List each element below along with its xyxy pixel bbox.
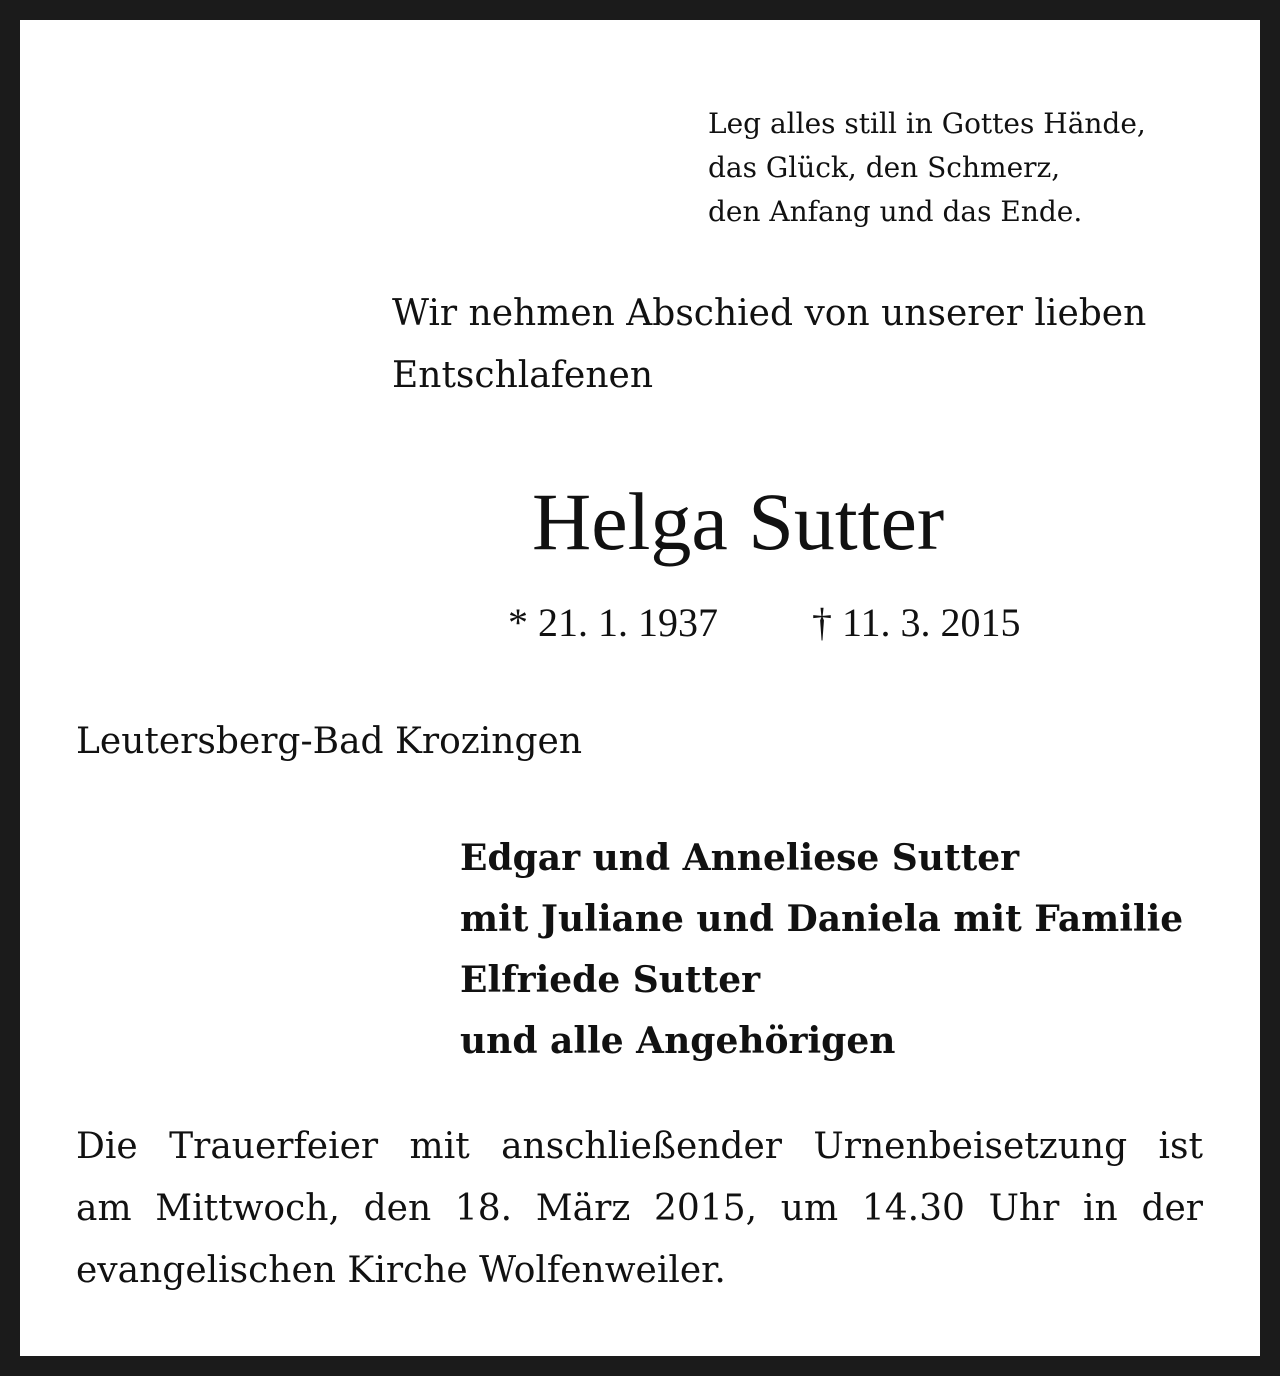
verse-line: den Anfang und das Ende. (708, 195, 1083, 228)
mourner-line: Edgar und Anneliese Sutter (460, 837, 1020, 879)
verse-quote (708, 102, 1146, 234)
mourner-line: Elfriede Sutter (460, 959, 761, 1001)
deceased-name: Helga Sutter (532, 476, 945, 567)
service-line: Die Trauerfeier mit anschließender Urnenbeisetzung ist (76, 1126, 1203, 1167)
life-dates (508, 598, 1021, 648)
death-date: † 11. 3. 2015 (812, 600, 1021, 645)
birth-date: * 21. 1. 1937 (508, 600, 718, 645)
verse-line: das Glück, den Schmerz, (708, 151, 1061, 184)
intro-line: Entschlafenen (392, 355, 654, 396)
mourner-line: mit Juliane und Daniela mit Familie (460, 898, 1184, 940)
farewell-intro (392, 283, 1146, 407)
mourner-line: und alle Angehörigen (460, 1020, 896, 1062)
funeral-service-info (76, 1116, 1203, 1302)
place-of-residence: Leutersberg-Bad Krozingen (76, 721, 583, 762)
service-line: evangelischen Kirche Wolfenweiler. (76, 1250, 726, 1291)
intro-line: Wir nehmen Abschied von unserer lieben (392, 293, 1147, 334)
mourners-list (460, 828, 1183, 1072)
verse-line: Leg alles still in Gottes Hände, (708, 107, 1146, 140)
service-line: am Mittwoch, den 18. März 2015, um 14.30 Uhr in der (76, 1188, 1203, 1229)
